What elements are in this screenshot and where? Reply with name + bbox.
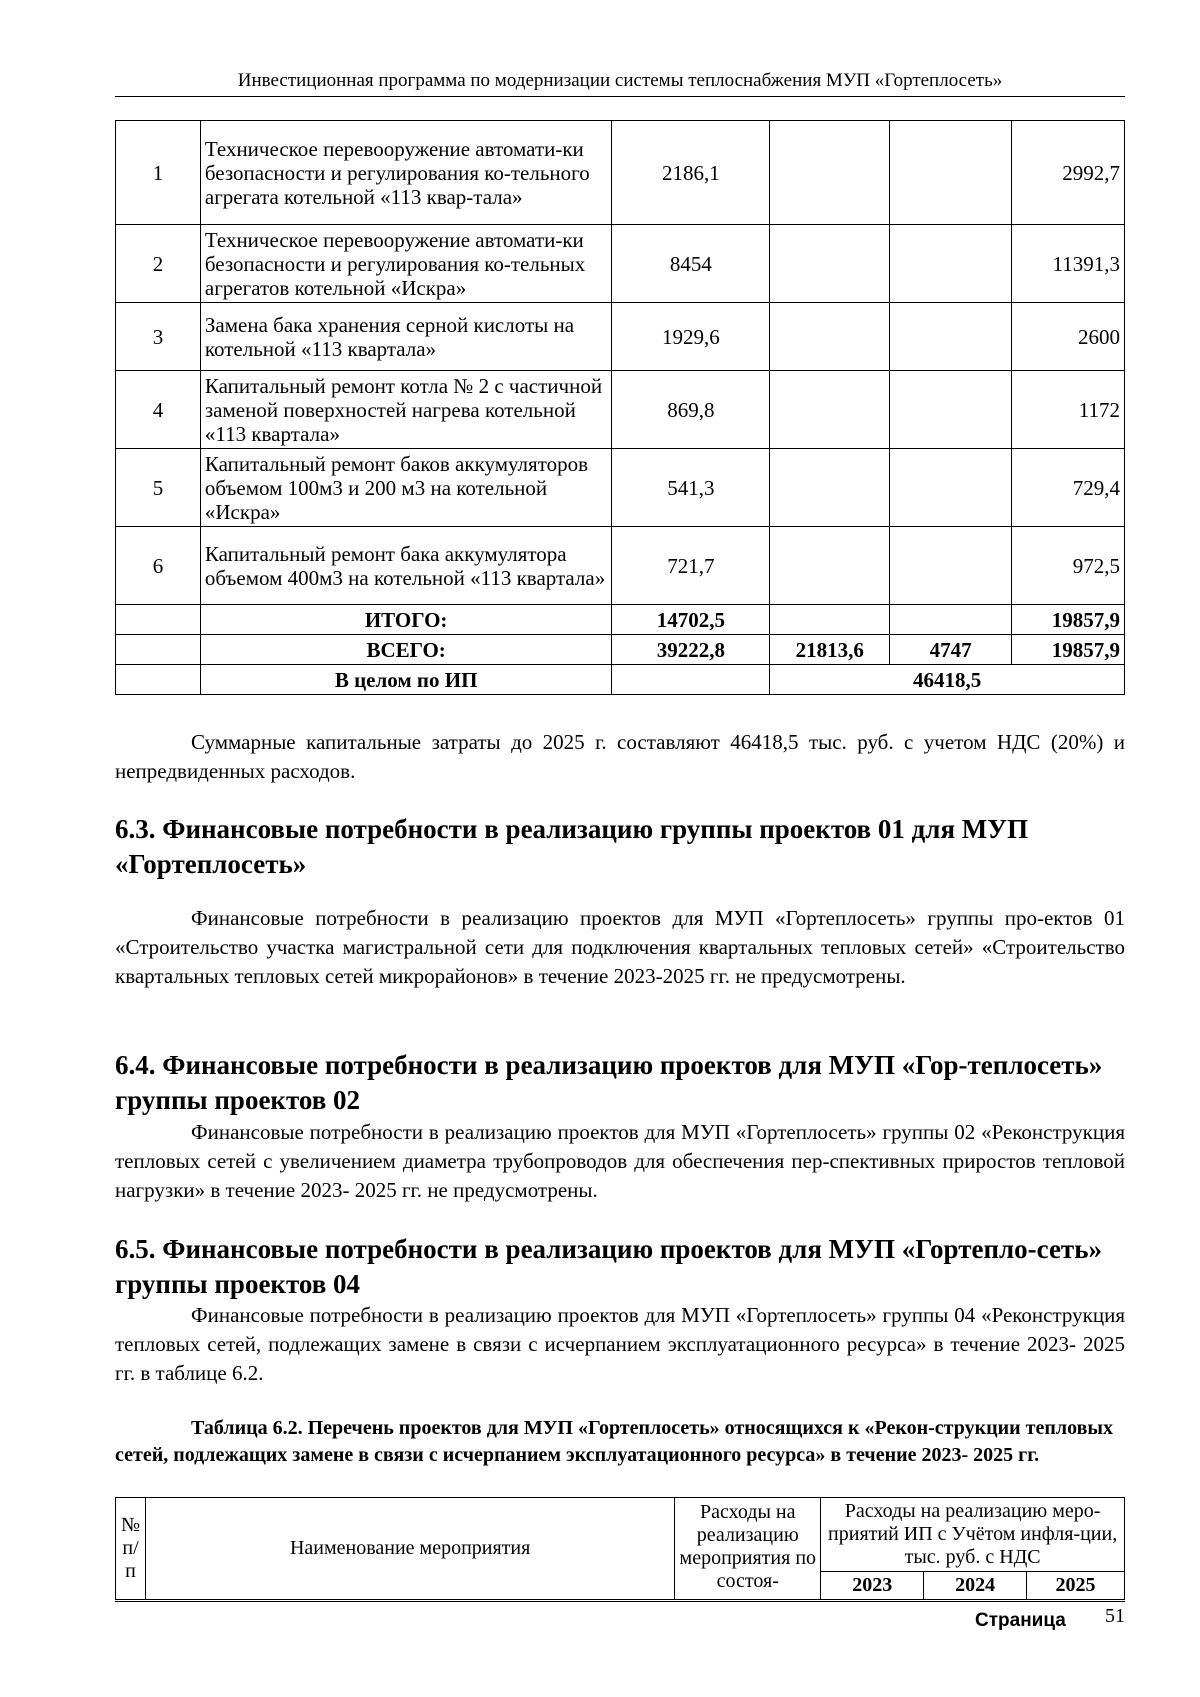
cost-2024: [890, 225, 1012, 303]
row-number: 4: [116, 371, 201, 449]
total-value: 46418,5: [770, 665, 1125, 695]
base-cost: 721,7: [612, 527, 770, 605]
table-row: [116, 449, 1125, 527]
project-name: Капитальный ремонт бака аккумулятора объемом 400м3 на котельной «113 квартала»: [200, 527, 612, 605]
row-number: 6: [116, 527, 201, 605]
row-number: 1: [116, 121, 201, 225]
document-header: Инвестиционная программа по модернизации системы теплоснабжения МУП «Гортеплосеть»: [237, 70, 1003, 91]
costs-table: [115, 120, 1125, 695]
header-rule: [115, 96, 1125, 97]
vsego-label: ВСЕГО:: [200, 635, 612, 665]
section-6-3-text: Финансовые потребности в реализацию проектов для МУП «Гортеплосеть» группы про-ектов 01 «Строительство участка магистральной сети для подключения квартальных тепловых сетей» «Строительство квартальных тепловых сетей микрорайонов» в течение 2023-2025 гг. не предусмотрены.: [115, 906, 1125, 988]
summary-paragraph: Суммарные капитальные затраты до 2025 г. составляют 46418,5 тыс. руб. с учетом НДС (20%) и непредвиденных расходов.: [115, 730, 1125, 783]
table-row: [116, 225, 1125, 303]
section-6-4-heading: 6.4. Финансовые потребности в реализацию проектов для МУП «Гор-теплосеть» группы проектов 02: [115, 1050, 1103, 1115]
col-group-header: Расходы на реализацию меро-приятий ИП с Учётом инфля-ции, тыс. руб. с НДС: [821, 1498, 1125, 1572]
itogo-row: [116, 605, 1125, 635]
year-2023-header: 2023: [821, 1572, 924, 1600]
cost-2025: 1172: [1012, 371, 1125, 449]
empty-cell: [116, 665, 201, 695]
footer-page-label: Страница: [975, 1610, 1066, 1631]
project-name: Техническое перевооружение автомати-ки безопасности и регулирования ко-тельного агрегата котельной «113 квар-тала»: [200, 121, 612, 225]
cost-2024: [890, 449, 1012, 527]
project-name: Капитальный ремонт баков аккумуляторов объемом 100м3 и 200 м3 на котельной «Искра»: [200, 449, 612, 527]
cost-2023: [770, 121, 890, 225]
empty-cell: [770, 605, 890, 635]
table-row: [116, 121, 1125, 225]
cost-2025: 2992,7: [1012, 121, 1125, 225]
cost-2025: 2600: [1012, 303, 1125, 371]
cost-2023: [770, 527, 890, 605]
table-header-row: [116, 1498, 1125, 1572]
table-6-2-caption: Таблица 6.2. Перечень проектов для МУП «Гортеплосеть» относящихся к «Рекон-струкции тепловых сетей, подлежащих замене в связи с исчерпанием эксплуатационного ресурса» в течение 2023- 2025 гг.: [115, 1417, 1114, 1466]
footer-rule: [115, 1601, 1125, 1602]
cost-2024: [890, 303, 1012, 371]
table-row: [116, 371, 1125, 449]
page-number: 51: [1105, 1605, 1125, 1627]
col-name-header: Наименование мероприятия: [145, 1498, 674, 1600]
base-cost: 541,3: [612, 449, 770, 527]
year-2024-header: 2024: [924, 1572, 1027, 1600]
cost-2023: [770, 225, 890, 303]
vsego-row: [116, 635, 1125, 665]
table-row: [116, 527, 1125, 605]
itogo-2025: 19857,9: [1012, 605, 1125, 635]
base-cost: 2186,1: [612, 121, 770, 225]
empty-cell: [612, 665, 770, 695]
section-6-5-text: Финансовые потребности в реализацию проектов для МУП «Гортеплосеть» группы 04 «Реконструкция тепловых сетей, подлежащих замене в связи с исчерпанием эксплуатационного ресурса» в течение 2023- 2025 гг. в таблице 6.2.: [115, 1303, 1125, 1385]
total-row: [116, 665, 1125, 695]
base-cost: 869,8: [612, 371, 770, 449]
cost-2025: 729,4: [1012, 449, 1125, 527]
cost-2023: [770, 449, 890, 527]
col-cost-header: Расходы на реализацию мероприятия по состоя-: [675, 1498, 821, 1600]
empty-cell: [116, 635, 201, 665]
vsego-2025: 19857,9: [1012, 635, 1125, 665]
itogo-label: ИТОГО:: [200, 605, 612, 635]
cost-2024: [890, 527, 1012, 605]
cost-2023: [770, 303, 890, 371]
section-6-3-heading: 6.3. Финансовые потребности в реализацию группы проектов 01 для МУП «Гортеплосеть»: [115, 814, 1029, 879]
cost-2025: 11391,3: [1012, 225, 1125, 303]
vsego-2024: 4747: [890, 635, 1012, 665]
section-6-4-text: Финансовые потребности в реализацию проектов для МУП «Гортеплосеть» группы 02 «Реконструкция тепловых сетей с увеличением диаметра трубопроводов для обеспечения пер-спективных приростов тепловой нагрузки» в течение 2023- 2025 гг. не предусмотрены.: [115, 1120, 1125, 1202]
col-number-header: № п/ п: [116, 1498, 146, 1600]
vsego-base: 39222,8: [612, 635, 770, 665]
project-name: Капитальный ремонт котла № 2 с частичной заменой поверхностей нагрева котельной «113 квартала»: [200, 371, 612, 449]
total-label: В целом по ИП: [200, 665, 612, 695]
projects-table-header: [115, 1497, 1125, 1600]
cost-2024: [890, 371, 1012, 449]
base-cost: 1929,6: [612, 303, 770, 371]
project-name: Замена бака хранения серной кислоты на котельной «113 квартала»: [200, 303, 612, 371]
vsego-2023: 21813,6: [770, 635, 890, 665]
cost-2025: 972,5: [1012, 527, 1125, 605]
project-name: Техническое перевооружение автомати-ки безопасности и регулирования ко-тельных агрегатов котельной «Искра»: [200, 225, 612, 303]
cost-2024: [890, 121, 1012, 225]
row-number: 5: [116, 449, 201, 527]
year-2025-header: 2025: [1027, 1572, 1125, 1600]
empty-cell: [116, 605, 201, 635]
table-row: [116, 303, 1125, 371]
empty-cell: [890, 605, 1012, 635]
itogo-base: 14702,5: [612, 605, 770, 635]
row-number: 2: [116, 225, 201, 303]
cost-2023: [770, 371, 890, 449]
base-cost: 8454: [612, 225, 770, 303]
row-number: 3: [116, 303, 201, 371]
section-6-5-heading: 6.5. Финансовые потребности в реализацию проектов для МУП «Гортепло-сеть» группы проектов 04: [115, 1234, 1102, 1299]
